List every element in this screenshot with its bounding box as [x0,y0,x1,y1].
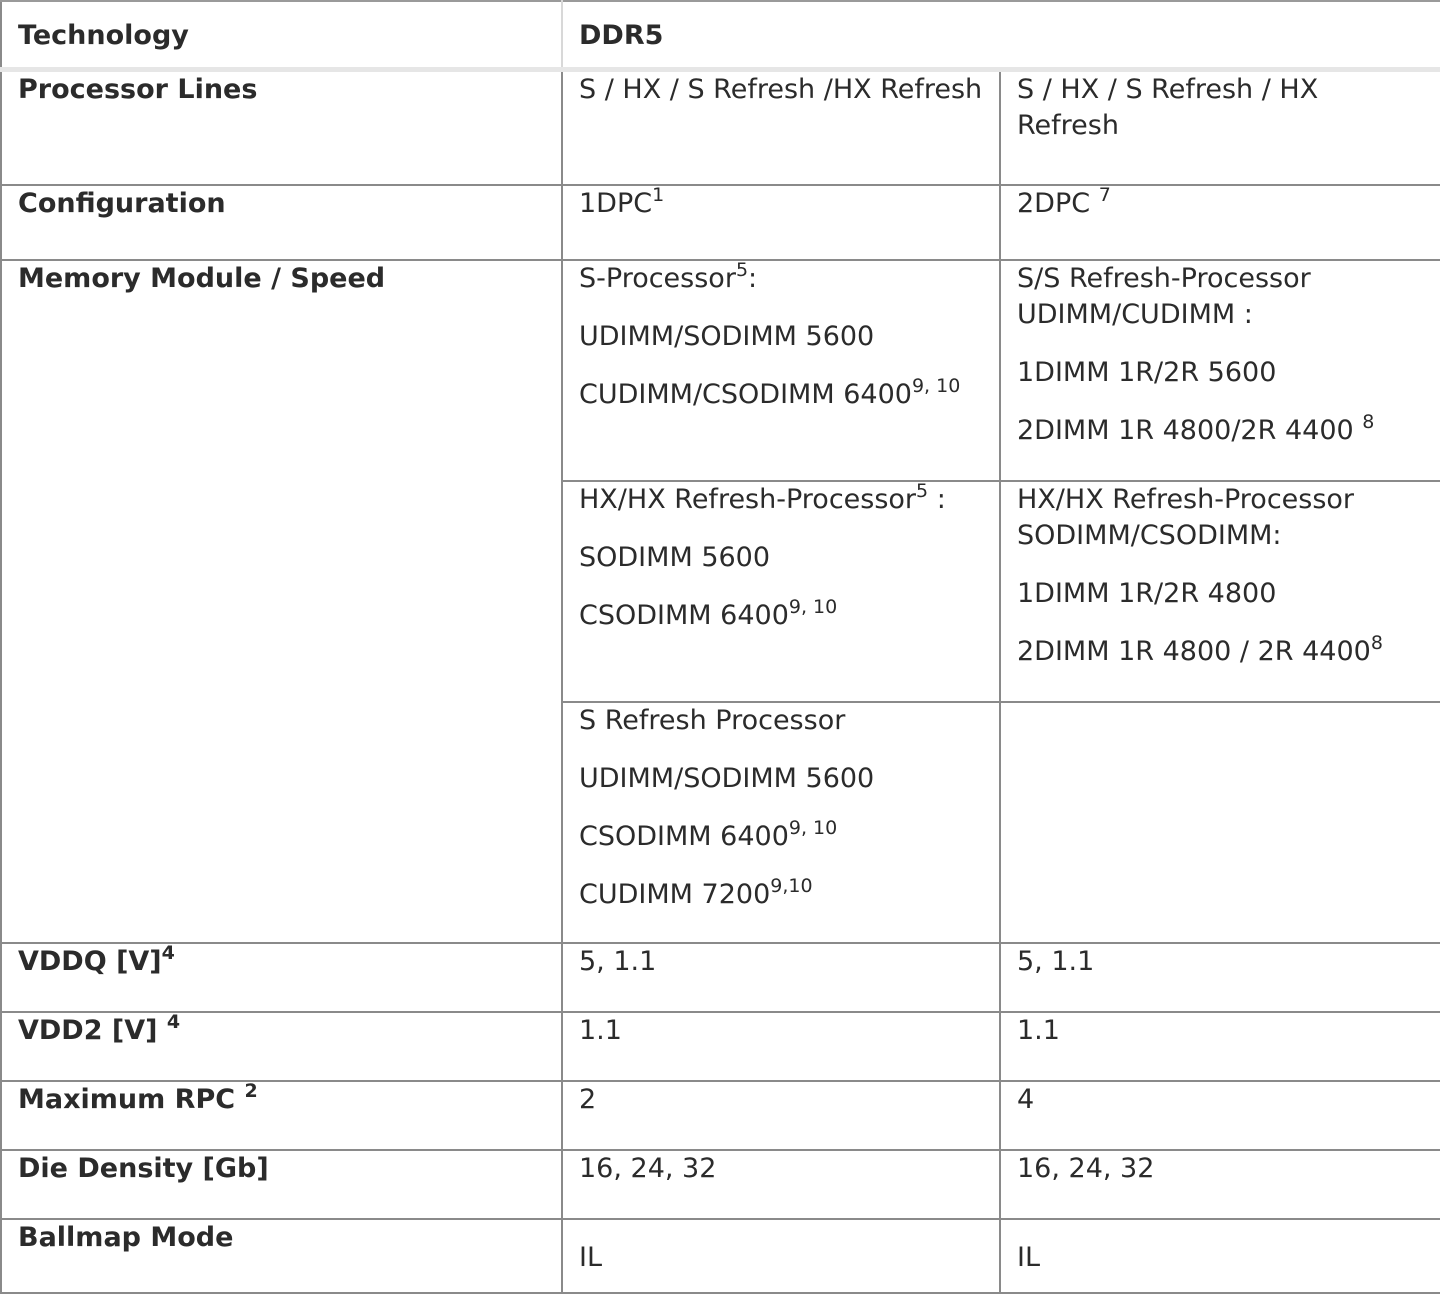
hx-processor-title [579,482,983,518]
row-label-processor-lines: Processor Lines [1,69,562,185]
footnote-ref: 2 [244,1080,258,1102]
hx-processor-2dpc-cell [1000,481,1440,702]
vddq-label-text: VDDQ [V] [18,946,162,977]
configuration-2dpc [1000,185,1440,260]
processor-lines-2dpc: S / HX / S Refresh / HX Refresh [1000,69,1440,185]
s-2dpc-line2 [1017,413,1424,449]
title-suffix: : [748,263,758,294]
s-processor-1dpc-cell [562,260,1000,481]
footnote-ref: 9, 10 [788,817,838,839]
row-label-ballmap: Ballmap Mode [1,1219,562,1293]
configuration-1dpc [562,185,1000,260]
hx-2dpc-line2 [1017,634,1424,670]
footnote-ref: 8 [1362,411,1375,433]
table-row [1,1219,1440,1293]
vdd2-2dpc: 1.1 [1000,1012,1440,1081]
footnote-ref: 4 [166,1011,181,1033]
row-label-die-density: Die Density [Gb] [1,1150,562,1219]
table-row [1,943,1440,1012]
s-processor-title-text: S-Processor [579,263,736,294]
s-2dpc-line1: 1DIMM 1R/2R 5600 [1017,357,1277,388]
hx-processor-1dpc-cell [562,481,1000,702]
hx-processor-line2 [579,598,983,634]
footnote-ref: 9,10 [770,875,813,897]
s-2dpc-title: S/S Refresh-Processor UDIMM/CUDIMM : [1017,263,1311,330]
s-refresh-title: S Refresh Processor [579,705,846,736]
table-row [1,260,1440,481]
vddq-1dpc: 5, 1.1 [562,943,1000,1012]
ballmap-1dpc: IL [562,1219,1000,1293]
row-label-vddq [1,943,562,1012]
table-header-row [1,1,1440,69]
vdd2-label-text: VDD2 [V] [18,1015,167,1046]
s-refresh-line3 [579,877,983,913]
s-processor-2dpc-cell [1000,260,1440,481]
footnote-ref: 1 [652,184,665,206]
s-refresh-1dpc-cell [562,702,1000,943]
vddq-2dpc: 5, 1.1 [1000,943,1440,1012]
row-label-memory-module-speed: Memory Module / Speed [1,260,562,943]
hx-2dpc-title: HX/HX Refresh-Processor SODIMM/CSODIMM: [1017,484,1355,551]
hx-processor-line1: SODIMM 5600 [579,542,771,573]
header-value: DDR5 [562,1,1440,69]
s-processor-line2-text: CUDIMM/CSODIMM 6400 [579,379,912,410]
s-refresh-line3-text: CUDIMM 7200 [579,879,771,910]
table-row [1,185,1440,260]
processor-lines-1dpc: S / HX / S Refresh /HX Refresh [562,69,1000,185]
table-row [1,1081,1440,1150]
footnote-ref: 9, 10 [911,375,961,397]
die-density-1dpc: 16, 24, 32 [562,1150,1000,1219]
table-row [1,1012,1440,1081]
table-row [1,1150,1440,1219]
footnote-ref: 7 [1098,184,1111,206]
vdd2-1dpc: 1.1 [562,1012,1000,1081]
title-suffix: : [928,484,946,515]
footnote-ref: 4 [161,942,175,964]
max-rpc-1dpc: 2 [562,1081,1000,1150]
footnote-ref: 9, 10 [788,596,838,618]
empty-cell [1000,702,1440,943]
row-label-configuration: Configuration [1,185,562,260]
row-label-vdd2 [1,1012,562,1081]
max-rpc-label-text: Maximum RPC [18,1084,245,1115]
s-refresh-line1: UDIMM/SODIMM 5600 [579,763,875,794]
configuration-2dpc-text: 2DPC [1017,188,1099,219]
max-rpc-2dpc: 4 [1000,1081,1440,1150]
footnote-ref: 5 [916,480,929,502]
s-processor-line1: UDIMM/SODIMM 5600 [579,321,875,352]
s-processor-title [579,261,983,297]
table-row [1,69,1440,185]
footnote-ref: 8 [1370,632,1383,654]
configuration-1dpc-text: 1DPC [579,188,653,219]
hx-2dpc-line2-text: 2DIMM 1R 4800 / 2R 4400 [1017,636,1371,667]
header-label: Technology [1,1,562,69]
footnote-ref: 5 [735,259,749,281]
hx-processor-title-text: HX/HX Refresh-Processor [579,484,917,515]
hx-processor-line2-text: CSODIMM 6400 [579,600,789,631]
s-refresh-line2-text: CSODIMM 6400 [579,821,789,852]
row-label-max-rpc [1,1081,562,1150]
die-density-2dpc: 16, 24, 32 [1000,1150,1440,1219]
s-processor-line2 [579,377,983,413]
s-2dpc-line2-text: 2DIMM 1R 4800/2R 4400 [1017,415,1363,446]
ballmap-2dpc: IL [1000,1219,1440,1293]
s-refresh-line2 [579,819,983,855]
hx-2dpc-line1: 1DIMM 1R/2R 4800 [1017,578,1277,609]
